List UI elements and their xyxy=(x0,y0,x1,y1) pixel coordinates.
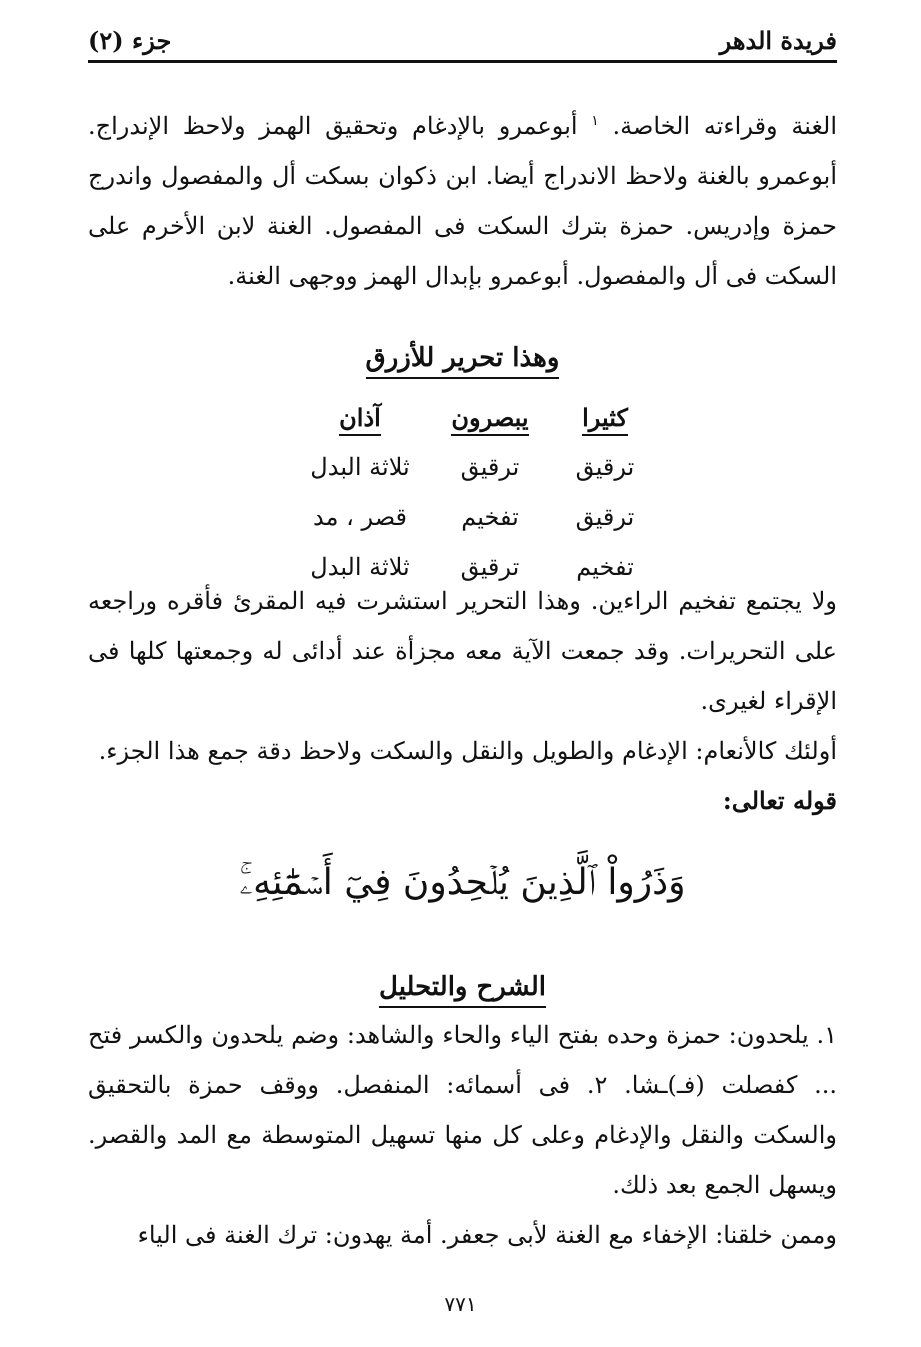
quran-verse: وَذَرُواْ ٱلَّذِينَ يُلۡحِدُونَ فِيٓ أَسۡمَٰٓئِهِۦۚ xyxy=(239,862,686,903)
paragraph-text: أبوعمرو بالإدغام وتحقيق الهمز ولاحظ الإندراج. أبوعمرو بالغنة ولاحظ الاندراج أيضا. ابن ذكوان بسكت أل والمفصول واندرج حمزة وإدريس. حمزة بترك السكت فى المفصول. الغنة لابن الأخرم على السكت فى أل والمفصول. أبوعمرو بإبدال الهمز ووجهى الغنة. xyxy=(88,112,837,290)
part-label: جزء (٢) xyxy=(88,25,172,55)
page-header xyxy=(88,22,837,58)
table-cell: ترقيق xyxy=(575,453,635,481)
table-cell: ترقيق xyxy=(575,503,635,531)
top-text-block xyxy=(88,96,837,301)
page-number: ٧٧١ xyxy=(444,1292,477,1316)
column-header: كثيرا xyxy=(582,403,628,436)
table-cell: ثلاثة البدل xyxy=(310,453,410,481)
paragraph: ولا يجتمع تفخيم الراءين. وهذا التحرير استشرت فيه المقرئ فأقره وراجعه على التحريرات. وقد جمعت الآية معه مجزأة عند أدائى له وجمعتها كلها فى الإقراء لغيرى. xyxy=(88,587,838,715)
azraq-section-title: وهذا تحرير للأزرق xyxy=(88,343,837,373)
header-rule xyxy=(88,60,837,63)
table-row xyxy=(290,442,660,492)
column-header: آذان xyxy=(339,403,381,436)
table-cell: ترقيق xyxy=(460,553,520,581)
paragraph: ١. يلحدون: حمزة وحده بفتح الياء والحاء والشاهد: وضم يلحدون والكسر فتح ... كفصلت (فـ)ـشا. ٢. فى أسمائه: المنفصل. ووقف حمزة بالتحقيق والسكت والنقل والإدغام وعلى كل منها تسهيل المتوسطة مع المد والقصر. ويسهل الجمع بعد ذلك. xyxy=(88,1021,837,1199)
middle-text-block xyxy=(88,576,837,826)
azraq-table xyxy=(290,392,660,592)
paragraph: أولئك كالأنعام: الإدغام والطويل والنقل والسكت ولاحظ دقة جمع هذا الجزء. xyxy=(98,737,837,765)
paragraph xyxy=(88,96,837,301)
table-cell: قصر ، مد xyxy=(313,503,407,531)
table-row xyxy=(290,492,660,542)
book-title: فريدة الدهر xyxy=(719,25,837,55)
table-cell: ترقيق xyxy=(460,453,520,481)
column-header: يبصرون xyxy=(451,403,528,436)
paragraph-text: الغنة وقراءته الخاصة. xyxy=(612,112,837,140)
verse-intro: قوله تعالى: xyxy=(722,786,837,815)
footnote-mark: ١ xyxy=(591,113,599,129)
table-cell: تفخيم xyxy=(576,553,634,581)
explanation-section-title: الشرح والتحليل xyxy=(88,972,837,1002)
bottom-text-block xyxy=(88,1010,837,1260)
table-cell: ثلاثة البدل xyxy=(310,553,410,581)
paragraph: وممن خلقنا: الإخفاء مع الغنة لأبى جعفر. أمة يهدون: ترك الغنة فى الياء xyxy=(137,1221,837,1249)
table-cell: تفخيم xyxy=(461,503,519,531)
table-header-row xyxy=(290,392,660,442)
